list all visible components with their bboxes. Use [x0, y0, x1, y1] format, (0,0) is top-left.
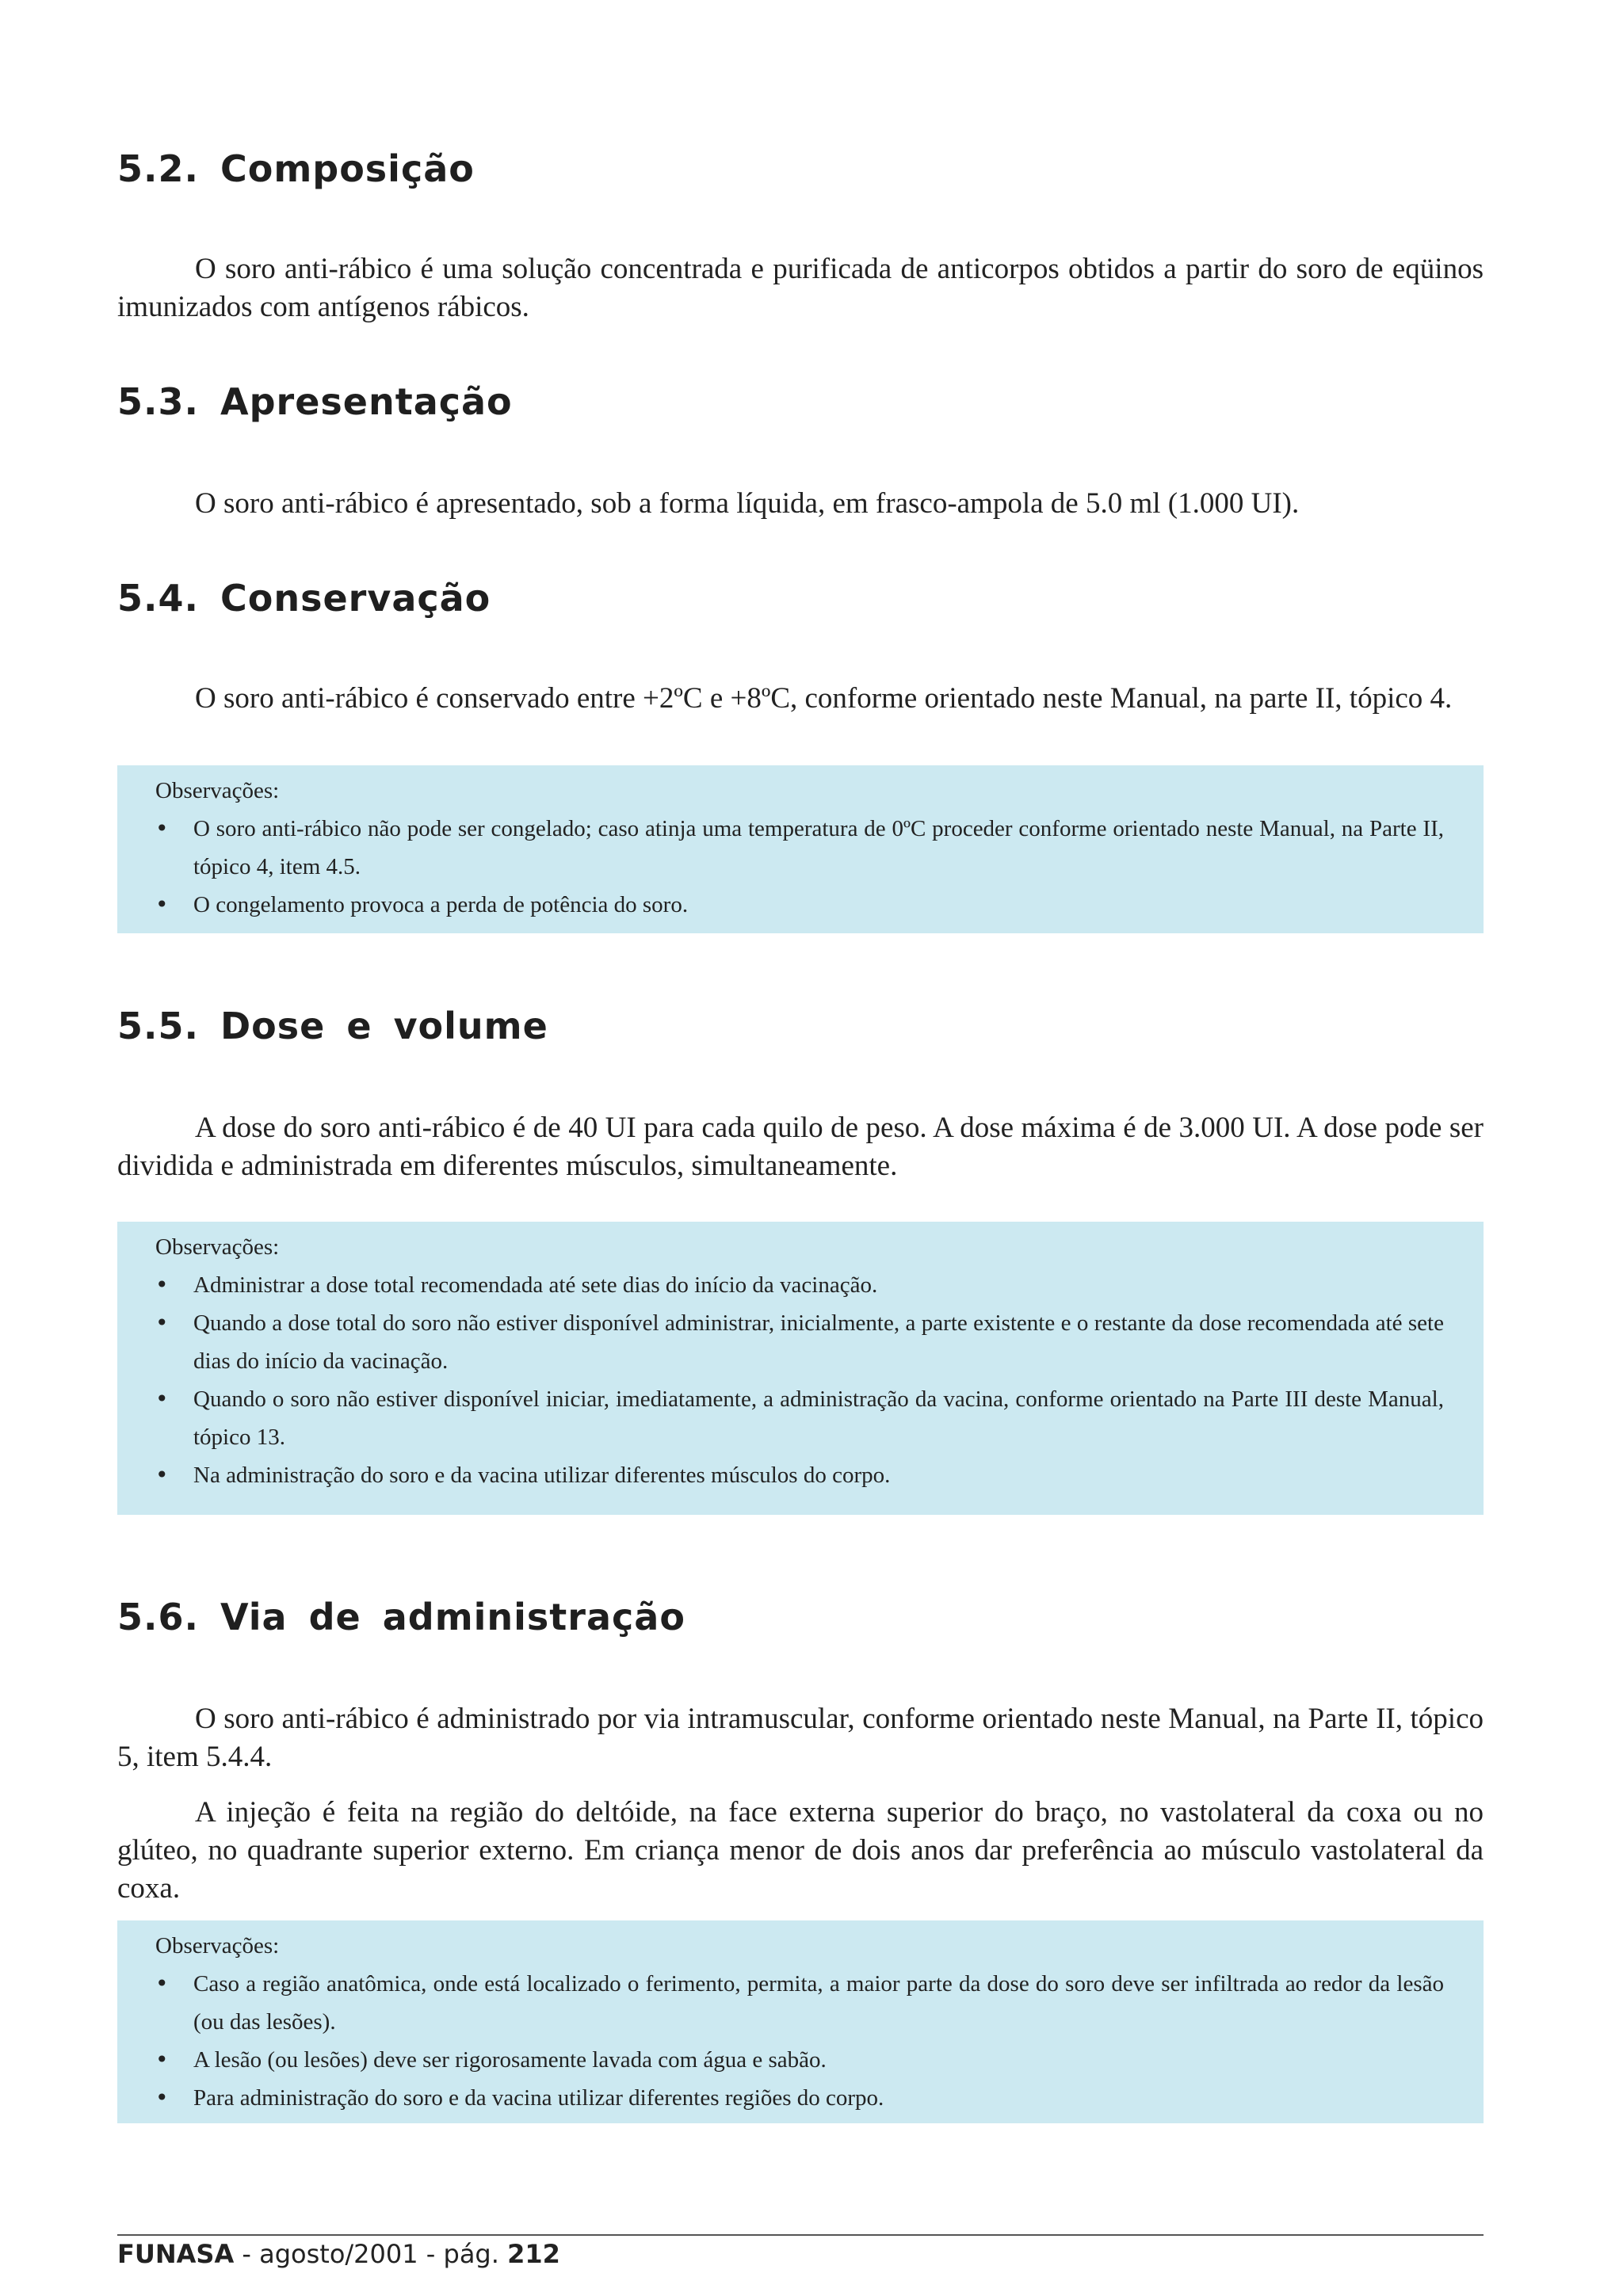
section-title-conservacao: 5.4. Conservação — [117, 577, 491, 620]
list-item: • Administrar a dose total recomendada até sete dias do início da vacinação. — [155, 1266, 1444, 1304]
list-item: • Na administração do soro e da vacina utilizar diferentes músculos do corpo. — [155, 1456, 1444, 1494]
bullet-icon: • — [155, 1272, 169, 1298]
paragraph-apresentacao: O soro anti-rábico é apresentado, sob a forma líquida, em frasco-ampola de 5.0 ml (1.000 UI). — [195, 487, 1300, 520]
observations-list — [155, 810, 1444, 924]
footer-page-number: 212 — [507, 2239, 560, 2269]
observations-title: Observações: — [155, 778, 280, 803]
bullet-icon: • — [155, 891, 169, 917]
observations-box-dose — [117, 1222, 1484, 1515]
section-title-apresentacao: 5.3. Apresentação — [117, 380, 513, 423]
bullet-icon: • — [155, 2084, 169, 2111]
section-title-via-administracao: 5.6. Via de administração — [117, 1596, 685, 1638]
observations-list — [155, 1965, 1444, 2117]
section-title-dose-volume: 5.5. Dose e volume — [117, 1005, 548, 1047]
list-item: • O soro anti-rábico não pode ser congelado; caso atinja uma temperatura de 0ºC proceder conforme orientado neste Manual, na Parte II, tópico 4, item 4.5. — [155, 810, 1444, 886]
bullet-icon: • — [155, 1310, 169, 1336]
footer-brand: FUNASA — [117, 2239, 235, 2269]
paragraph-via-administracao-2: A injeção é feita na região do deltóide, na face externa superior do braço, no vastolateral da coxa ou no glúteo, no quadrante superior externo. Em criança menor de dois anos dar preferência ao músculo vastolateral da coxa. — [117, 1796, 1484, 1905]
list-item: • Quando a dose total do soro não estiver disponível administrar, inicialmente, a parte existente e o restante da dose recomendada até sete dias do início da vacinação. — [155, 1304, 1444, 1380]
bullet-icon: • — [155, 815, 169, 841]
paragraph-dose-volume: A dose do soro anti-rábico é de 40 UI para cada quilo de peso. A dose máxima é de 3.000 UI. A dose pode ser dividida e administrada em diferentes músculos, simultaneamente. — [117, 1112, 1484, 1182]
observations-box-via — [117, 1920, 1484, 2123]
observations-title: Observações: — [155, 1933, 280, 1958]
list-item: • O congelamento provoca a perda de potência do soro. — [155, 886, 1444, 924]
page-footer — [117, 2239, 560, 2269]
section-title-composicao: 5.2. Composição — [117, 147, 475, 190]
list-item: • A lesão (ou lesões) deve ser rigorosamente lavada com água e sabão. — [155, 2041, 1444, 2079]
bullet-icon: • — [155, 1970, 169, 1997]
observations-list — [155, 1266, 1444, 1494]
paragraph-via-administracao-1: O soro anti-rábico é administrado por via intramuscular, conforme orientado neste Manual, na Parte II, tópico 5, item 5.4.4. — [117, 1703, 1484, 1773]
observations-box-conservacao — [117, 765, 1484, 933]
footer-date: - agosto/2001 - pág. — [234, 2239, 508, 2269]
paragraph-conservacao: O soro anti-rábico é conservado entre +2ºC e +8ºC, conforme orientado neste Manual, na parte II, tópico 4. — [195, 682, 1453, 715]
list-item: • Para administração do soro e da vacina utilizar diferentes regiões do corpo. — [155, 2079, 1444, 2117]
bullet-icon: • — [155, 1462, 169, 1488]
paragraph-composicao: O soro anti-rábico é uma solução concentrada e purificada de anticorpos obtidos a partir do soro de eqüinos imunizados com antígenos rábicos. — [117, 253, 1484, 323]
list-item: • Caso a região anatômica, onde está localizado o ferimento, permita, a maior parte da dose do soro deve ser infiltrada ao redor da lesão (ou das lesões). — [155, 1965, 1444, 2041]
bullet-icon: • — [155, 1386, 169, 1412]
footer-divider — [117, 2234, 1484, 2236]
bullet-icon: • — [155, 2046, 169, 2073]
observations-title: Observações: — [155, 1234, 280, 1260]
list-item: • Quando o soro não estiver disponível iniciar, imediatamente, a administração da vacina, conforme orientado na Parte III deste Manual, tópico 13. — [155, 1380, 1444, 1456]
